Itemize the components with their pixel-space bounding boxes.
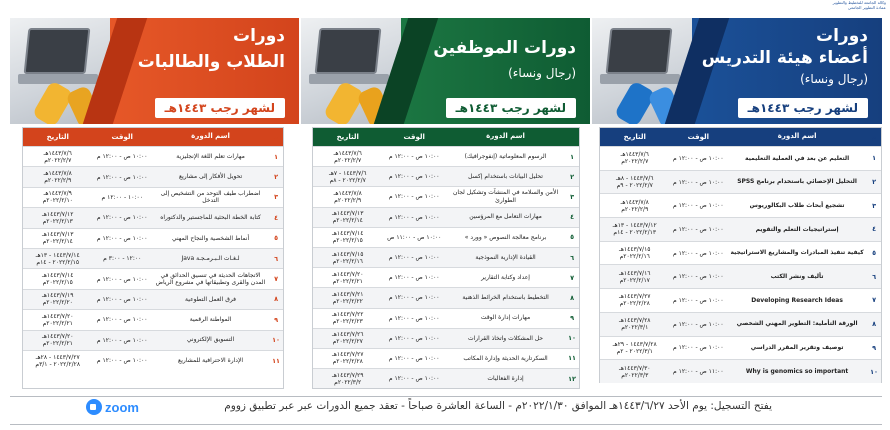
table-row	[313, 348, 579, 368]
date-gregorian: ٢٠٢٢/٢/٢٨م	[332, 358, 363, 366]
table-row	[23, 146, 283, 166]
date-gregorian: ٢٠٢٢/٢/١٠م	[42, 197, 73, 205]
course-name: المواطنة الرقمية	[189, 316, 232, 324]
footer	[0, 396, 890, 420]
course-time: ١٠:٠٠ ص - ١٢:٠٠ م	[672, 225, 724, 233]
date-gregorian: ٢٠٢٢/٣/٢م	[334, 378, 362, 386]
course-date	[600, 199, 670, 213]
zoom-icon	[86, 399, 102, 415]
date-gregorian: ٢٠٢٢/٢/٢١م	[42, 319, 73, 327]
date-hijri: ١٤٤٣/٧/٣٠هـ	[618, 364, 651, 372]
date-gregorian: ٢٠٢٢/٢/١٥م	[332, 237, 363, 245]
course-time: ١٠:٠٠ ص - ١٢:٠٠ م	[388, 213, 440, 221]
course-date	[600, 175, 670, 189]
table-row	[313, 146, 579, 166]
course-name: Why is genomics so important	[745, 367, 849, 375]
course-date	[23, 333, 92, 347]
course-date	[313, 291, 382, 305]
row-number: ٩	[570, 314, 575, 323]
course-date	[23, 313, 92, 327]
course-name: Developing Research Ideas	[751, 296, 843, 304]
course-date	[313, 170, 382, 184]
course-time: ١٠:٠٠ ص - ١٢:٠٠ م	[388, 153, 440, 161]
course-time: ١١:٠٠ ص - ١٢:٠٠ م	[672, 368, 724, 376]
date-hijri: ١٤٤٣/٧/٨هـ	[333, 189, 362, 197]
row-number: ١٠	[272, 336, 281, 345]
banner-title-line-2: أعضاء هيئة التدريس	[701, 48, 868, 68]
table-row	[600, 336, 881, 360]
table-row	[600, 217, 881, 241]
date-hijri: ١٤٤٣/٧/٢٩هـ	[331, 371, 364, 379]
course-name: الإدارة الاحترافية للمشاريع	[178, 356, 244, 364]
course-date	[600, 246, 670, 260]
date-hijri: ١٤٤٣/٧/٦ - ٨هـ	[615, 175, 654, 183]
banner-title-line-1: دورات	[233, 26, 285, 46]
course-time: ١٠:٠٠ ص - ١٢:٠٠ م	[96, 316, 148, 324]
banner-title-line-1: دورات الموظفين	[433, 38, 576, 58]
row-number: ٣	[570, 192, 575, 201]
date-gregorian: ٢٠٢٢/٢/١٧م	[619, 276, 650, 284]
date-hijri: ١٤٤٣/٧/٦هـ	[333, 149, 362, 157]
row-number: ٨	[872, 320, 877, 329]
date-hijri: ١٤٤٣/٧/١٢هـ	[41, 210, 74, 218]
date-gregorian: ٢٠٢٢/٢/١٤م	[42, 238, 73, 246]
table-header	[23, 128, 283, 146]
divider	[10, 424, 882, 425]
table-row	[313, 368, 579, 388]
table-header	[313, 128, 579, 146]
header-date: التاريخ	[336, 132, 359, 141]
date-hijri: ١٤٤٣/٧/٢٨هـ	[618, 317, 651, 325]
row-number: ٧	[570, 273, 575, 282]
course-name: التسويق الإلكتروني	[186, 336, 235, 344]
course-name: تشجيع أبحاث طلاب البكالوريوس	[749, 201, 845, 209]
course-date	[313, 331, 382, 345]
course-time: ١٠:٠٠ ص - ١٢:٠٠ م	[388, 274, 440, 282]
course-date	[313, 372, 382, 386]
date-hijri: ١٤٤٣/٧/١٢ - ١٣هـ	[612, 222, 657, 230]
zoom-wordmark: zoom	[105, 399, 139, 415]
course-name: تحويل الأفكار إلى مشاريع	[178, 173, 243, 181]
course-name: القيادة الإدارية النموذجية	[475, 253, 536, 261]
course-time: ١٠:٠٠ ص - ١٢:٠٠ م	[388, 254, 440, 262]
laptop-icon	[315, 28, 382, 74]
course-name: السكرتارية الحديثة وإدارة المكاتب	[463, 354, 548, 362]
date-gregorian: ٢٠٢٢/٣/١م	[621, 324, 649, 332]
table-row	[23, 166, 283, 186]
course-time: ١٠:٠٠ ص - ١٢:٠٠ م	[96, 214, 148, 222]
table-row	[23, 268, 283, 288]
row-number: ٧	[274, 275, 279, 284]
row-number: ٤	[570, 213, 575, 222]
course-date	[600, 293, 670, 307]
table-row	[313, 207, 579, 227]
logo-line-2: عمادة التطوير الجامعي	[847, 5, 886, 10]
course-date	[313, 210, 382, 224]
course-date	[313, 271, 382, 285]
row-number: ٩	[872, 343, 877, 352]
university-logo	[818, 0, 886, 20]
course-time: ١٠:٠٠ ص - ١٢:٠٠ م	[672, 178, 724, 186]
course-date	[23, 211, 92, 225]
divider	[10, 396, 882, 397]
course-name: كتابة الخطة البحثية للماجستير والدكتوراه	[160, 214, 261, 222]
row-number: ٢	[872, 178, 877, 187]
course-date	[600, 317, 670, 331]
course-time: ١٠:٠٠ ص - ١٢:٠٠ م	[96, 153, 148, 161]
header-date: التاريخ	[46, 132, 69, 141]
date-hijri: ١٤٤٣/٧/٢٧هـ	[618, 293, 651, 301]
course-date	[23, 292, 92, 306]
course-date	[313, 150, 382, 164]
course-name: توصيف وتقرير المقرر الدراسي	[750, 344, 844, 352]
course-name: إعداد وكتابة التقارير	[481, 273, 530, 281]
course-date	[313, 311, 382, 325]
table-row	[23, 187, 283, 207]
course-name: الورقة التأملية: التطوير المهني الشخصي	[736, 320, 858, 328]
date-gregorian: ٢٠٢٢/٢/١٣م	[42, 217, 73, 225]
date-gregorian: ٢٠٢٢/٢/٢٨م	[619, 300, 650, 308]
course-name: مهارات إدارة الوقت	[480, 314, 531, 322]
table-row	[23, 207, 283, 227]
table-row	[23, 350, 283, 370]
header-time: الوقت	[403, 133, 425, 141]
row-number: ٦	[872, 272, 877, 281]
students-courses-table	[22, 127, 284, 389]
header-name: اسم الدورة	[486, 132, 525, 141]
zoom-logo	[86, 399, 139, 415]
logo-line-1: وكالة الجامعة للتخطيط والتطوير	[832, 0, 886, 5]
date-gregorian: ٢٠٢٢/٣/١ - ٢م	[616, 347, 653, 355]
table-row	[23, 248, 283, 268]
row-number: ١	[872, 154, 877, 163]
date-hijri: ١٤٤٣/٧/١٤هـ	[331, 230, 364, 238]
date-gregorian: ٢٠٢٢/٢/١٦م	[619, 253, 650, 261]
faculty-courses-table	[599, 127, 882, 383]
table-row	[600, 264, 881, 288]
course-time: ١٠:٠٠ ص - ١٢:٠٠ م	[96, 357, 148, 365]
banner-faculty	[592, 18, 882, 124]
banner-staff	[301, 18, 590, 124]
course-time: ١٠:٠٠ ص - ١٢:٠٠ م	[96, 275, 148, 283]
course-name: اضطراب طيف التوحد من التشخيص إلى التدخل	[160, 189, 261, 205]
row-number: ٣	[872, 201, 877, 210]
course-time: ١٢:٠٠ - ٣:٠٠ م	[103, 255, 142, 263]
date-gregorian: ٢٠٢٢/٢/٢١م	[332, 277, 363, 285]
banner-subtitle: (رجال ونساء)	[508, 66, 576, 80]
course-date	[600, 341, 670, 355]
course-name: لـغـات الـبـرمـجـة Java	[181, 254, 240, 262]
table-row	[313, 308, 579, 328]
date-hijri: ١٤٤٣/٧/١٦هـ	[618, 269, 651, 277]
course-date	[600, 270, 670, 284]
course-name: فرق العمل التطوعية	[185, 295, 237, 303]
course-time: ١٠:٠٠ ص - ١٢:٠٠ م	[672, 249, 724, 257]
course-date	[313, 251, 382, 265]
row-number: ٨	[274, 295, 279, 304]
course-time: ١٠:٠٠ ص - ١٢:٠٠ م	[96, 234, 148, 242]
table-row	[313, 328, 579, 348]
header-name: اسم الدورة	[191, 132, 230, 141]
banner-month: لشهر رجب ١٤٤٣هـ	[155, 98, 285, 118]
course-name: التحليل الإحصائي باستخدام برنامج SPSS	[737, 178, 857, 186]
course-time: ١٠:٠٠ ص - ١٢:٠٠ م	[96, 336, 148, 344]
date-gregorian: ٢٠٢٢/٢/٢١م	[42, 340, 73, 348]
banner-students	[10, 18, 299, 124]
row-number: ٥	[872, 249, 877, 258]
date-gregorian: ٢٠٢٢/٢/٩م	[334, 196, 362, 204]
course-time: ١٠:٠٠ ص - ١٢:٠٠ م	[672, 202, 724, 210]
date-hijri: ١٤٤٣/٧/٢٨ - ٢٩هـ	[612, 340, 657, 348]
date-gregorian: ٢٠٢٢/٢/٧ - ٨م	[329, 176, 366, 184]
course-time: ١٠:٠٠ ص - ١٢:٠٠ م	[388, 173, 440, 181]
date-gregorian: ٢٠٢٢/٢/٢٧م	[332, 338, 363, 346]
row-number: ١٠	[568, 334, 577, 343]
date-hijri: ١٤٤٣/٧/١٥هـ	[331, 250, 364, 258]
date-gregorian: ٢٠٢٢/٢/٧م	[621, 158, 649, 166]
course-date	[23, 272, 92, 286]
course-time: ١٠:٠٠ ص - ١٢:٠٠ م	[388, 294, 440, 302]
date-hijri: ١٤٤٣/٧/٦هـ	[620, 151, 649, 159]
registration-info: يفتح التسجيل: يوم الأحد ١٤٤٣/٦/٢٧هـ الموافق ٢٠٢٢/١/٣٠م - الساعة العاشرة صباحاً - تعقد جميع الدورات عبر عبر تطبيق زووم	[224, 400, 772, 412]
date-gregorian: ٢٠٢٢/٢/٢٠م	[42, 299, 73, 307]
table-row	[313, 227, 579, 247]
table-row	[23, 289, 283, 309]
banner-subtitle: (رجال ونساء)	[800, 72, 868, 86]
course-name: إستراتيجيات التعلم والتقويم	[755, 225, 839, 233]
course-time: ١٠:٠٠ ص - ١٢:٠٠ م	[96, 173, 148, 181]
row-number: ٨	[570, 293, 575, 302]
date-hijri: ١٤٤٣/٧/٢٠هـ	[41, 333, 74, 341]
date-gregorian: ٢٠٢٢/٢/٧م	[44, 156, 72, 164]
course-date	[600, 151, 670, 165]
header-num: م	[569, 133, 575, 141]
date-gregorian: ٢٠٢٢/٢/١٣ - ١٤م	[613, 229, 657, 237]
course-time: ١٠:٠٠ ص - ١٢:٠٠ م	[388, 354, 440, 362]
table-row	[600, 288, 881, 312]
course-time: ١٠:٠٠ ص - ١٢:٠٠ م	[388, 375, 440, 383]
date-hijri: ١٤٤٣/٧/١٩هـ	[41, 292, 74, 300]
table-row	[23, 309, 283, 329]
header-name: اسم الدورة	[777, 132, 817, 141]
row-number: ٤	[872, 225, 877, 234]
table-row	[313, 166, 579, 186]
course-name: كيفية تنفيذ المبادرات والمشاريع الاستراتيجية	[730, 249, 864, 257]
row-number: ٦	[274, 254, 279, 263]
date-gregorian: ٢٠٢٢/٢/٩م	[44, 177, 72, 185]
row-number: ١١	[568, 354, 577, 363]
date-hijri: ١٤٤٣/٧/٨هـ	[43, 170, 72, 178]
date-gregorian: ٢٠٢٢/٢/٢٨ - ٣/١م	[35, 360, 81, 368]
date-gregorian: ٢٠٢٢/٢/١٤م	[332, 217, 363, 225]
row-number: ١	[274, 152, 279, 161]
header-time: الوقت	[687, 133, 709, 141]
course-date	[23, 231, 92, 245]
row-number: ٦	[570, 253, 575, 262]
course-name: الأمن والسلامة في المنشآت وتشكيل لجان الطوارئ	[452, 189, 559, 204]
row-number: ٥	[274, 234, 279, 243]
course-date	[23, 354, 92, 368]
course-name: برنامج معالجة النصوص « وورد »	[464, 233, 547, 241]
banner-title-line-1: دورات	[816, 26, 868, 46]
row-number: ٥	[570, 233, 575, 242]
table-row	[600, 146, 881, 170]
course-name: تحليل البيانات باستخدام إكسل	[468, 173, 543, 181]
header-num: م	[273, 133, 279, 141]
banner-title-line-2: الطلاب والطالبات	[137, 52, 285, 72]
course-date	[23, 252, 92, 266]
course-date	[313, 230, 382, 244]
date-hijri: ١٤٤٣/٧/٢٧ - ٢٨هـ	[35, 353, 80, 361]
date-gregorian: ٢٠٢٢/٢/٧ - ٩م	[616, 182, 653, 190]
row-number: ١٠	[870, 367, 879, 376]
date-gregorian: ٢٠٢٢/٢/٩م	[621, 205, 649, 213]
course-time: ١٠:٠٠ ص - ١٢:٠٠ م	[388, 193, 440, 201]
date-gregorian: ٢٠٢٢/٢/١٦م	[332, 257, 363, 265]
date-hijri: ١٤٤٣/٧/٦هـ	[43, 149, 72, 157]
course-time: ١٠:٠٠ ص - ١٢:٠٠ م	[96, 295, 148, 303]
date-hijri: ١٤٤٣/٧/٨هـ	[620, 198, 649, 206]
date-hijri: ١٤٤٣/٧/١٣هـ	[331, 210, 364, 218]
date-gregorian: ٢٠٢٢/٢/١٥م	[42, 279, 73, 287]
row-number: ١٢	[568, 374, 577, 383]
row-number: ١١	[272, 356, 281, 365]
banner-month: لشهر رجب ١٤٤٣هـ	[738, 98, 868, 118]
course-date	[23, 170, 92, 184]
date-hijri: ١٤٤٣/٧/٦ - ٧هـ	[328, 169, 367, 177]
date-gregorian: ٢٠٢٢/٣/٣م	[621, 371, 649, 379]
table-row	[600, 312, 881, 336]
table-header	[600, 128, 881, 146]
date-hijri: ١٤٤٣/٧/١٤هـ	[41, 272, 74, 280]
date-hijri: ١٤٤٣/٧/٢٠هـ	[331, 270, 364, 278]
course-date	[313, 190, 382, 204]
date-hijri: ١٤٤٣/٧/١٤ - ١٣هـ	[35, 251, 80, 259]
course-time: ١٠:٠٠ ص - ١٢:٠٠ م	[672, 273, 724, 281]
laptop-icon	[24, 28, 91, 74]
course-name: التخطيط باستخدام الخرائط الذهنية	[462, 294, 549, 302]
course-name: أنماط الشخصية والنجاح المهني	[171, 234, 250, 242]
table-row	[313, 267, 579, 287]
header-date: التاريخ	[623, 132, 646, 141]
date-gregorian: ٢٠٢٢/٢/٧م	[334, 156, 362, 164]
date-hijri: ١٤٤٣/٧/٢١هـ	[331, 290, 364, 298]
header-time: الوقت	[111, 133, 133, 141]
date-hijri: ١٤٤٣/٧/١٥هـ	[618, 246, 651, 254]
row-number: ١	[570, 152, 575, 161]
course-time: ١٠:٠٠ ص - ١٢:٠٠ م	[672, 296, 724, 304]
course-name: تأليف ونشر الكتب	[770, 273, 824, 281]
course-date	[600, 365, 670, 379]
course-name: حل المشكلات واتخاذ القرارات	[467, 334, 544, 342]
course-name: مهارات تعلم اللغة الإنجليزية	[176, 152, 245, 160]
table-row	[600, 193, 881, 217]
row-number: ٣	[274, 193, 279, 202]
course-name: إدارة الفعاليات	[487, 374, 524, 382]
course-time: ١٠:٠٠ ص - ١٢:٠٠ م	[388, 334, 440, 342]
table-row	[600, 241, 881, 265]
table-row	[23, 330, 283, 350]
date-hijri: ١٤٤٣/٧/٢٠هـ	[41, 312, 74, 320]
course-date	[23, 150, 92, 164]
course-time: ١٠:٠٠ ص - ١٢:٠٠ م	[388, 314, 440, 322]
course-date	[600, 222, 670, 236]
row-number: ٤	[274, 213, 279, 222]
course-date	[23, 190, 92, 204]
course-name: مهارات التعامل مع المرؤسين	[469, 213, 542, 221]
date-gregorian: ٢٠٢٢/٢/٢٢م	[332, 297, 363, 305]
course-time: ١٠:٠٠ - ١٢:٠٠ م	[101, 193, 143, 201]
date-hijri: ١٤٤٣/٧/٩هـ	[43, 190, 72, 198]
course-time: ١٠:٠٠ ص - ١٢:٠٠ م	[672, 320, 724, 328]
table-row	[313, 186, 579, 206]
header-num: م	[871, 133, 877, 141]
course-time: ١٠:٠٠ ص - ١١:٠٠ ص	[387, 233, 442, 241]
course-name: التعليم عن بعد في العملية التعليمية	[744, 154, 850, 162]
course-date	[313, 351, 382, 365]
course-name: الاتجاهات الحديثة في تنسيق الحدائق في المدن والقرى وتطبيقاتها في مشروع الرياض	[155, 271, 266, 287]
table-row	[600, 170, 881, 194]
row-number: ٢	[274, 173, 279, 182]
date-gregorian: ٢٠٢٢/٢/١٥ - ١٤م	[36, 258, 80, 266]
date-hijri: ١٤٤٣/٧/٢٦هـ	[331, 331, 364, 339]
table-row	[23, 228, 283, 248]
table-row	[600, 359, 881, 383]
course-name: الرسوم المعلوماتية (إنفوجرافيك)	[464, 152, 547, 160]
course-time: ١٠:٠٠ ص - ١٢:٠٠ م	[672, 154, 724, 162]
table-row	[313, 247, 579, 267]
row-number: ٢	[570, 172, 575, 181]
date-hijri: ١٤٤٣/٧/١٣هـ	[41, 231, 74, 239]
row-number: ٩	[274, 315, 279, 324]
course-time: ١٠:٠٠ ص - ١٢:٠٠ م	[672, 344, 724, 352]
table-row	[313, 287, 579, 307]
laptop-icon	[606, 28, 673, 74]
staff-courses-table	[312, 127, 580, 389]
banner-month: لشهر رجب ١٤٤٣هـ	[446, 98, 576, 118]
date-hijri: ١٤٤٣/٧/٢٢هـ	[331, 311, 364, 319]
date-hijri: ١٤٤٣/٧/٢٧هـ	[331, 351, 364, 359]
date-gregorian: ٢٠٢٢/٢/٢٣م	[332, 318, 363, 326]
row-number: ٧	[872, 296, 877, 305]
